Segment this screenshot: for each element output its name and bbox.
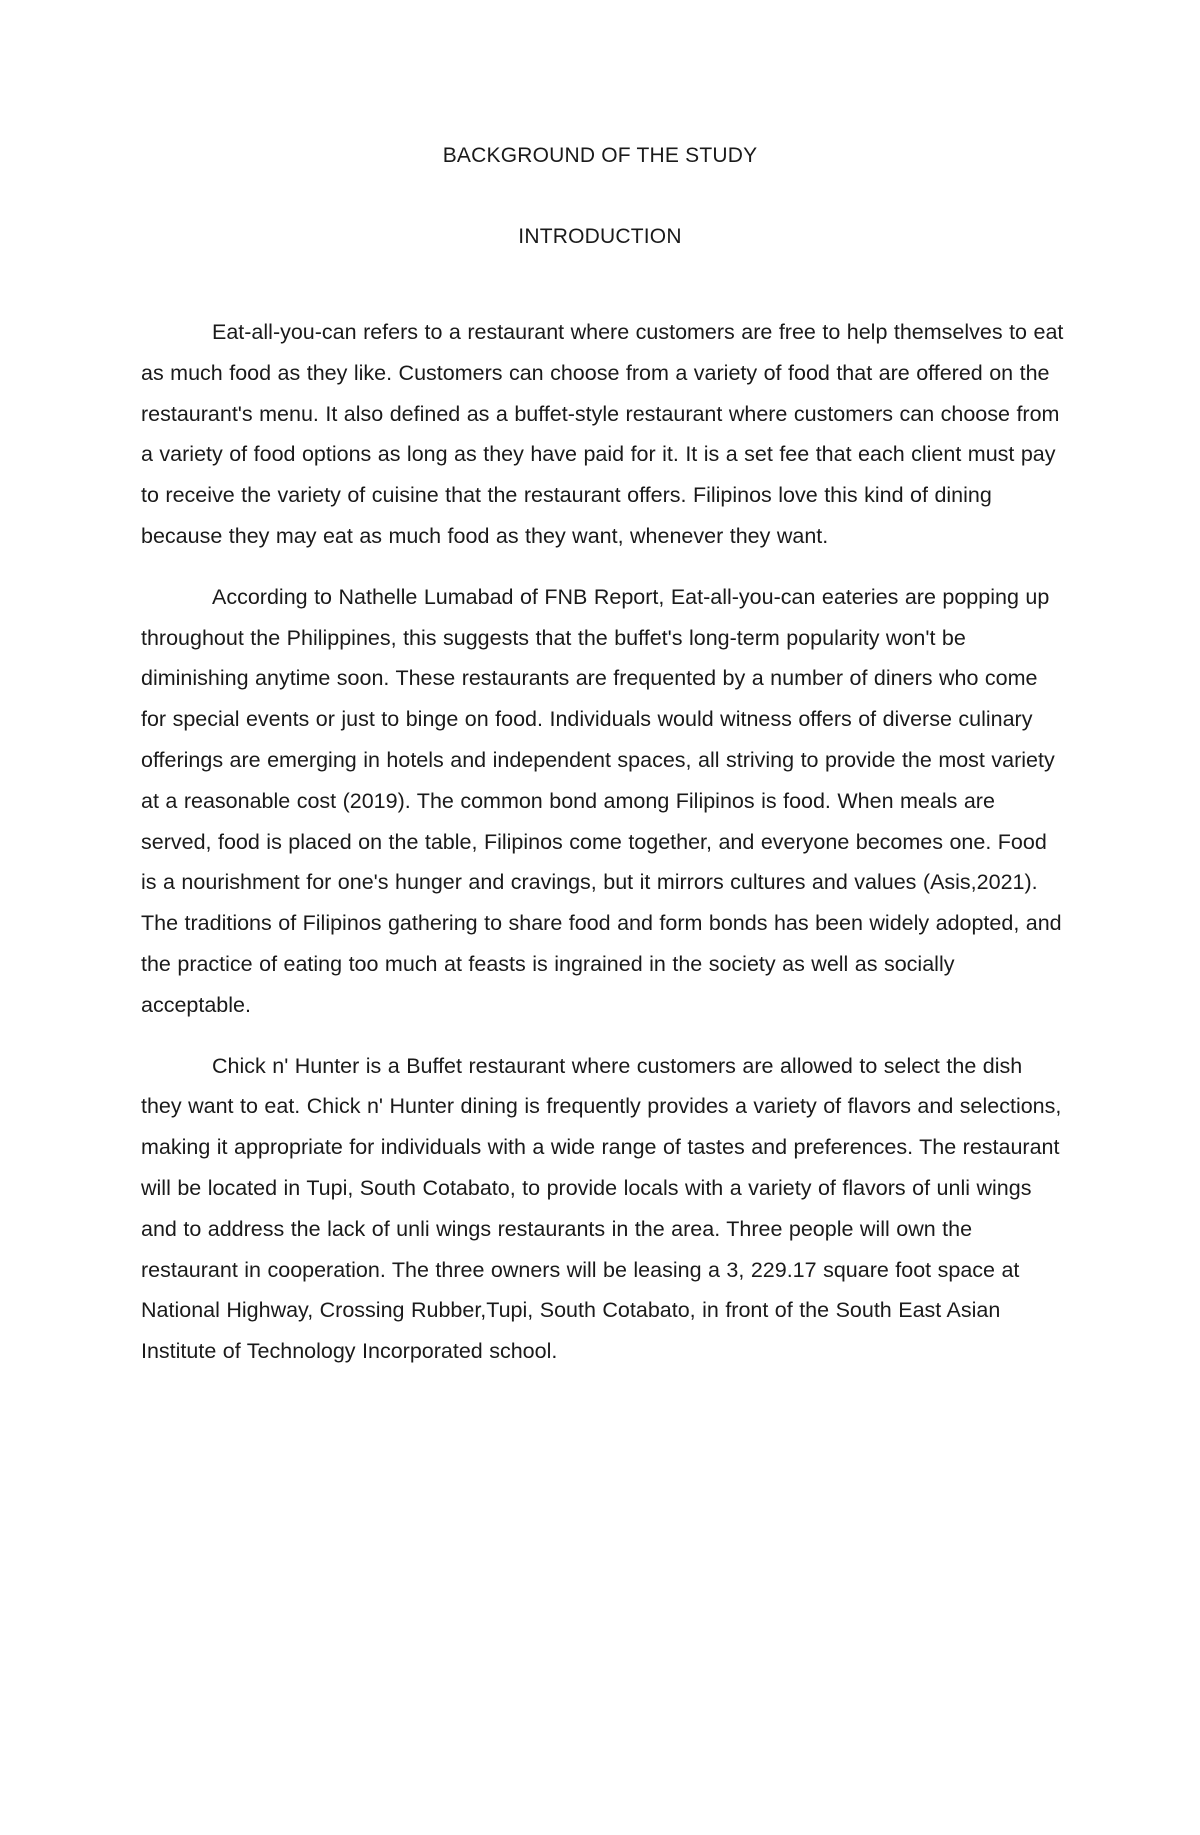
section-heading: INTRODUCTION	[518, 225, 682, 248]
paragraph-fnb-report: According to Nathelle Lumabad of FNB Report, Eat-all-you-can eateries are popping up throughout the Philippines, this suggests that the buffet's long-term popularity won't be diminishing anytime soon. These restaurants are frequented by a number of diners who come for special events or just to binge on food. Individuals would witness offers of diverse culinary offerings are emerging in hotels and independent spaces, all striving to provide the most variety at a reasonable cost (2019). The common bond among Filipinos is food. When meals are served, food is placed on the table, Filipinos come together, and everyone becomes one. Food is a nourishment for one's hunger and cravings, but it mirrors cultures and values (Asis,2021). The traditions of Filipinos gathering to share food and form bonds has been widely adopted, and the practice of eating too much at feasts is ingrained in the society as well as socially acceptable.	[141, 584, 1062, 1017]
body-text	[141, 312, 1066, 1392]
paragraph-chick-n-hunter: Chick n' Hunter is a Buffet restaurant where customers are allowed to select the dish they want to eat. Chick n' Hunter dining is frequently provides a variety of flavors and selections, making it appropriate for individuals with a wide range of tastes and preferences. The restaurant will be located in Tupi, South Cotabato, to provide locals with a variety of flavors of unli wings and to address the lack of unli wings restaurants in the area. Three people will own the restaurant in cooperation. The three owners will be leasing a 3, 229.17 square foot space at National Highway, Crossing Rubber,Tupi, South Cotabato, in front of the South East Asian Institute of Technology Incorporated school.	[141, 1053, 1062, 1364]
paragraph-eat-all-you-can: Eat-all-you-can refers to a restaurant where customers are free to help themselves to eat as much food as they like. Customers can choose from a variety of food that are offered on the restaurant's menu. It also defined as a buffet-style restaurant where customers can choose from a variety of food options as long as they have paid for it. It is a set fee that each client must pay to receive the variety of cuisine that the restaurant offers. Filipinos love this kind of dining because they may eat as much food as they want, whenever they want.	[141, 320, 1064, 548]
document-title: BACKGROUND OF THE STUDY	[442, 144, 758, 167]
